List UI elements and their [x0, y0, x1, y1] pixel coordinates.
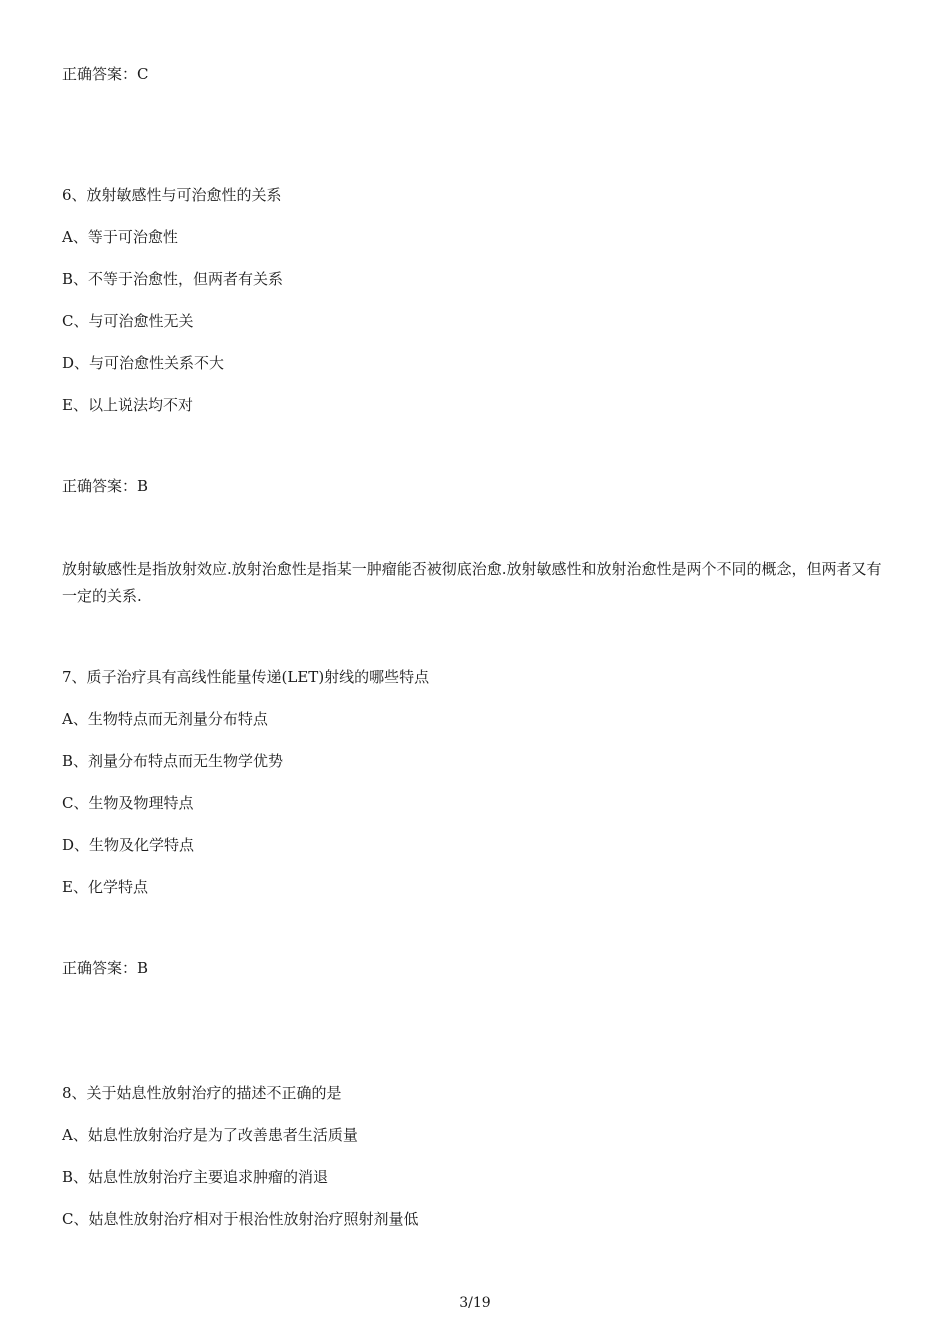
page-number: 3/19: [459, 1295, 491, 1311]
q8-option-c: C、姑息性放射治疗相对于根治性放射治疗照射剂量低: [62, 1210, 419, 1228]
q7-answer: 正确答案：B: [62, 959, 149, 977]
q7-option-b: B、剂量分布特点而无生物学优势: [62, 752, 284, 770]
q7-option-d: D、生物及化学特点: [62, 836, 195, 854]
q5-answer: 正确答案：C: [62, 65, 149, 83]
q6-option-e: E、以上说法均不对: [62, 396, 193, 414]
q8-question: 8、关于姑息性放射治疗的描述不正确的是: [62, 1084, 342, 1102]
q7-option-c: C、生物及物理特点: [62, 794, 194, 812]
q6-option-c: C、与可治愈性无关: [62, 312, 194, 330]
q7-question: 7、质子治疗具有高线性能量传递(LET)射线的哪些特点: [62, 668, 430, 686]
q6-option-a: A、等于可治愈性: [62, 228, 178, 246]
q6-option-b: B、不等于治愈性，但两者有关系: [62, 270, 284, 288]
q6-option-d: D、与可治愈性关系不大: [62, 354, 225, 372]
q8-option-a: A、姑息性放射治疗是为了改善患者生活质量: [62, 1126, 358, 1144]
q6-answer: 正确答案：B: [62, 477, 149, 495]
q6-question: 6、放射敏感性与可治愈性的关系: [62, 186, 282, 204]
q7-option-e: E、化学特点: [62, 878, 148, 896]
q8-option-b: B、姑息性放射治疗主要追求肿瘤的消退: [62, 1168, 329, 1186]
q7-option-a: A、生物特点而无剂量分布特点: [62, 710, 268, 728]
q6-explanation: 放射敏感性是指放射效应.放射治愈性是指某一肿瘤能否被彻底治愈.放射敏感性和放射治愈性是两个不同的概念，但两者又有一定的关系.: [62, 560, 882, 605]
